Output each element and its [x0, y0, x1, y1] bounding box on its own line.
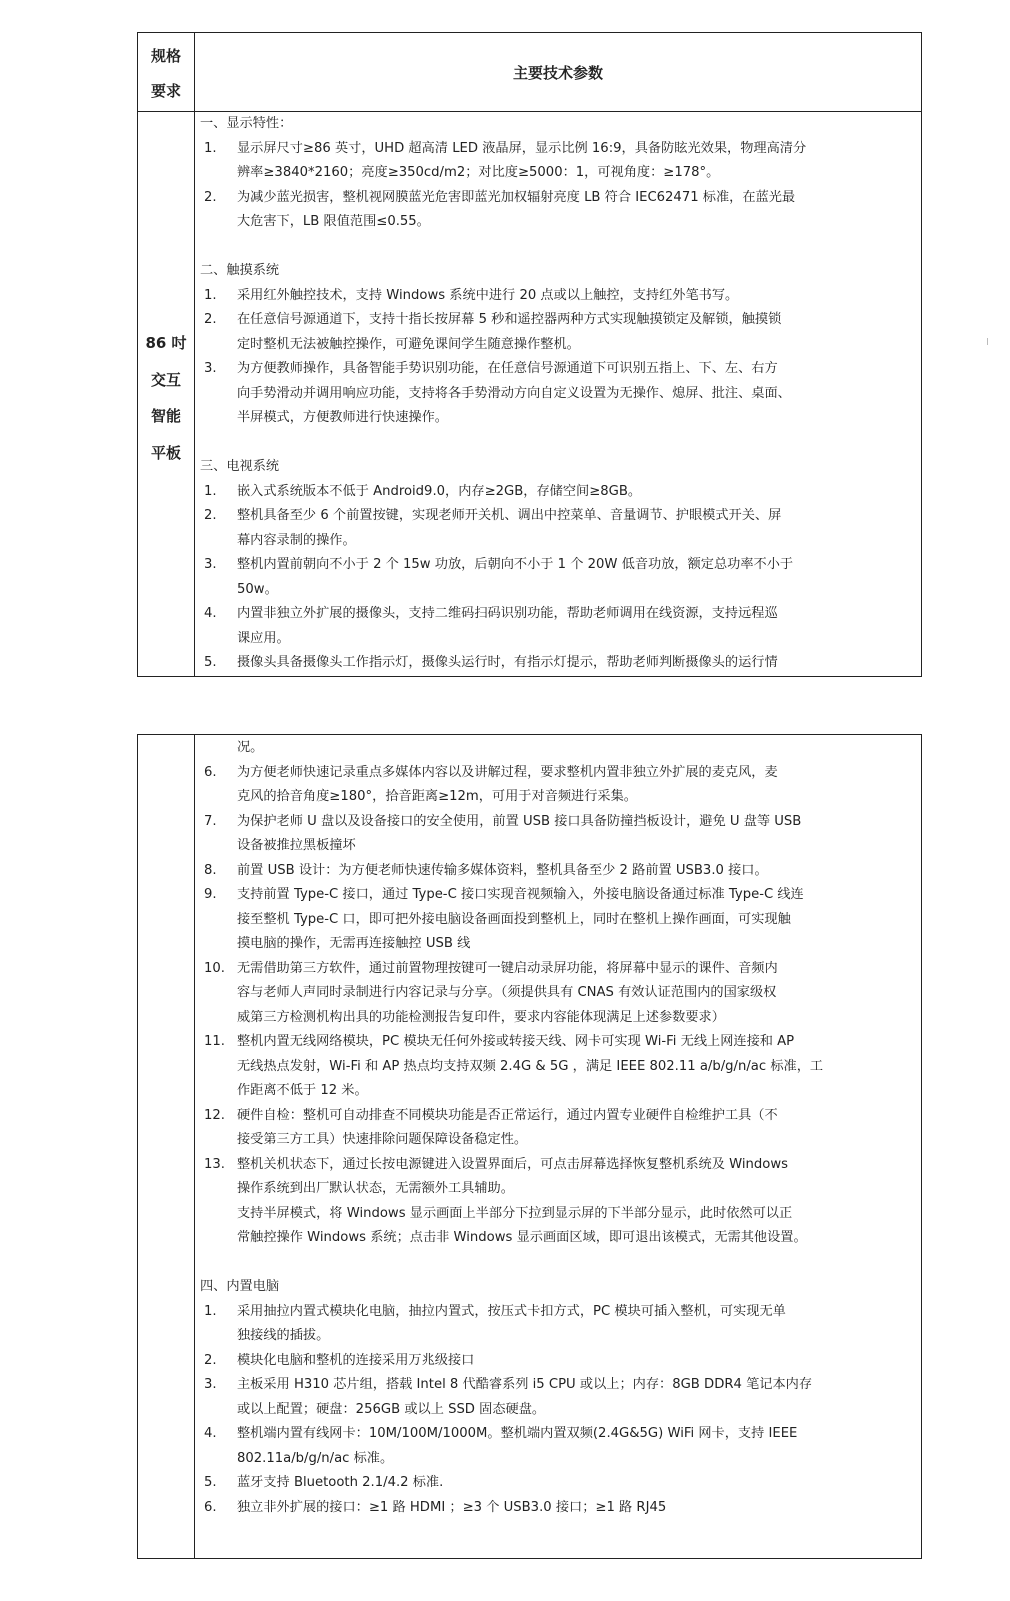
item-continuation: 或以上配置；硬盘：256GB 或以上 SSD 固态硬盘。: [237, 1401, 546, 1417]
list-item: [196, 1471, 915, 1496]
list-item: [196, 308, 915, 333]
item-text: 在任意信号源通道下，支持十指长按屏幕 5 秒和遥控器两种方式实现触摸锁定及解锁，触摸锁: [237, 312, 782, 327]
item-text: 模块化电脑和整机的连接采用万兆级接口: [237, 1352, 475, 1368]
item-number: 4.: [204, 1426, 217, 1441]
spec-table-page-1: [137, 32, 922, 677]
item-continuation: 课应用。: [237, 630, 290, 646]
item-text: 整机内置无线网络模块，PC 模块无任何外接或转接天线、网卡可实现 Wi-Fi 无线上网连接和 AP: [237, 1034, 795, 1049]
item-text: 内置非独立外扩展的摄像头，支持二维码扫码识别功能，帮助老师调用在线资源，支持远程巡: [237, 606, 778, 621]
list-item: [196, 1153, 915, 1178]
list-item: [196, 480, 915, 505]
list-item: [196, 553, 915, 578]
item-number: 11.: [204, 1034, 225, 1049]
list-item: [196, 186, 915, 211]
item-text: 前置 USB 设计：为方便老师快速传输多媒体资料，整机具备至少 2 路前置 USB3.0 接口。: [237, 862, 768, 878]
item-continuation: 802.11a/b/g/n/ac 标准。: [237, 1450, 394, 1466]
parameters-body: [196, 112, 915, 676]
item-continuation: 况。: [237, 740, 264, 755]
item-number: 7.: [204, 813, 217, 829]
item-text: 整机关机状态下，通过长按电源键进入设置界面后，可点击屏幕选择恢复整机系统及 Windows: [237, 1156, 788, 1172]
item-continuation: 幕内容录制的操作。: [237, 532, 356, 548]
item-number: 6.: [204, 764, 217, 780]
header-left-line: 规格: [150, 47, 181, 65]
item-continuation: 作距离不低于 12 米。: [237, 1083, 368, 1098]
item-continuation: 接受第三方工具）快速排除问题保障设备稳定性。: [237, 1132, 528, 1147]
list-item: [196, 1104, 915, 1129]
item-text: 整机内置前朝向不小于 2 个 15w 功放，后朝向不小于 1 个 20W 低音功放，额定总功率不小于: [237, 557, 794, 572]
item-continuation: 半屏模式，方便教师进行快速操作。: [237, 410, 448, 425]
header-main-parameters: 主要技术参数: [512, 63, 603, 82]
item-text: 无需借助第三方软件，通过前置物理按键可一键启动录屏功能，将屏幕中显示的课件、音频内: [237, 960, 778, 976]
list-item: [196, 957, 915, 982]
item-number: 2.: [204, 1352, 217, 1368]
item-continuation: 常触控操作 Windows 系统；点击非 Windows 显示画面区域，即可退出该模式，无需其他设置。: [237, 1230, 807, 1245]
item-text: 嵌入式系统版本不低于 Android9.0，内存≥2GB，存储空间≥8GB。: [237, 483, 642, 499]
product-name-line: 86 吋: [145, 334, 187, 352]
item-number: 8.: [204, 862, 217, 878]
list-item: [196, 137, 915, 162]
list-item: [196, 1422, 915, 1447]
blank-line: [196, 431, 915, 456]
item-text: 整机端内置有线网卡：10M/100M/1000M。整机端内置双频(2.4G&5G) WiFi 网卡，支持 IEEE: [237, 1426, 798, 1441]
table-header: [138, 33, 921, 112]
item-continuation: 操作系统到出厂默认状态，无需额外工具辅助。: [237, 1181, 514, 1196]
item-text: 采用抽拉内置式模块化电脑，抽拉内置式，按压式卡扣方式，PC 模块可插入整机，可实现无单: [237, 1303, 786, 1319]
item-text: 独立非外扩展的接口：≥1 路 HDMI ；≥3 个 USB3.0 接口；≥1 路 RJ45: [237, 1499, 667, 1515]
list-item: [196, 1349, 915, 1374]
item-number: 3.: [204, 361, 217, 376]
section-heading: 四、内置电脑: [200, 1279, 280, 1294]
item-text: 硬件自检：整机可自动排查不同模块功能是否正常运行，通过内置专业硬件自检维护工具（不: [237, 1107, 778, 1123]
item-text: 显示屏尺寸≥86 英寸，UHD 超高清 LED 液晶屏，显示比例 16:9，具备防眩光效果，物理高清分: [237, 140, 807, 156]
item-text: 采用红外触控技术，支持 Windows 系统中进行 20 点或以上触控，支持红外笔书写。: [237, 287, 739, 303]
spec-table-page-2: [137, 734, 922, 1559]
item-continuation: 威第三方检测机构出具的功能检测报告复印件，要求内容能体现满足上述参数要求）: [237, 1009, 725, 1025]
item-number: 9.: [204, 887, 217, 902]
item-continuation: 摸电脑的操作，无需再连接触控 USB 线: [237, 936, 471, 951]
item-number: 3.: [204, 1377, 217, 1392]
list-item: [196, 357, 915, 382]
item-continuation: 辨率≥3840*2160；亮度≥350cd/m2；对比度≥5000：1，可视角度：≥178°。: [237, 165, 720, 180]
item-text: 摄像头具备摄像头工作指示灯，摄像头运行时，有指示灯提示，帮助老师判断摄像头的运行情: [237, 655, 778, 670]
item-number: 12.: [204, 1107, 225, 1123]
list-item: [196, 651, 915, 676]
item-continuation: 无线热点发射，Wi-Fi 和 AP 热点均支持双频 2.4G & 5G ，满足 IEEE 802.11 a/b/g/n/ac 标准，工: [237, 1058, 824, 1074]
header-left-line: 要求: [150, 82, 181, 100]
item-continuation: 大危害下，LB 限值范围≤0.55。: [237, 214, 430, 229]
item-text: 蓝牙支持 Bluetooth 2.1/4.2 标准.: [237, 1475, 444, 1490]
section-heading: 一、显示特性：: [200, 116, 293, 131]
item-number: 1.: [204, 287, 217, 303]
item-continuation: 支持半屏模式，将 Windows 显示画面上半部分下拉到显示屏的下半部分显示，此时依然可以正: [237, 1205, 793, 1221]
item-number: 1.: [204, 1303, 217, 1319]
list-item: [196, 1496, 915, 1521]
list-item: [196, 810, 915, 835]
blank-line: [196, 235, 915, 260]
item-text: 主板采用 H310 芯片组，搭载 Intel 8 代酷睿系列 i5 CPU 或以上；内存：8GB DDR4 笔记本内存: [237, 1377, 813, 1392]
item-continuation: 设备被推拉黑板撞坏: [237, 838, 356, 853]
item-continuation: 克风的拾音角度≥180°，拾音距离≥12m，可用于对音频进行采集。: [237, 789, 637, 804]
item-number: 6.: [204, 1499, 217, 1515]
item-number: 1.: [204, 483, 217, 499]
list-item: [196, 284, 915, 309]
list-item: [196, 504, 915, 529]
item-continuation: 定时整机无法被触控操作，可避免课间学生随意操作整机。: [237, 336, 580, 352]
item-text: 为方便老师快速记录重点多媒体内容以及讲解过程，要求整机内置非独立外扩展的麦克风，麦: [237, 764, 778, 780]
item-continuation: 向手势滑动并调用响应功能，支持将各手势滑动方向自定义设置为无操作、熄屏、批注、桌面、: [237, 385, 791, 401]
column-divider: [194, 735, 195, 1558]
list-item: [196, 1300, 915, 1325]
item-continuation: 容与老师人声同时录制进行内容记录与分享。（须提供具有 CNAS 有效认证范围内的国家级权: [237, 985, 777, 1000]
item-number: 5.: [204, 655, 217, 670]
item-continuation: 接至整机 Type-C 口，即可把外接电脑设备画面投到整机上，同时在整机上操作画面，可实现触: [237, 911, 791, 927]
blank-line: [196, 1251, 915, 1276]
product-name-line: 平板: [150, 443, 181, 462]
item-continuation: 50w。: [237, 581, 278, 597]
item-number: 10.: [204, 960, 225, 976]
parameters-body: [196, 736, 915, 1520]
item-text: 为保护老师 U 盘以及设备接口的安全使用，前置 USB 接口具备防撞挡板设计，避免 U 盘等 USB: [237, 813, 802, 829]
edge-mark: [987, 338, 988, 345]
list-item: [196, 1030, 915, 1055]
list-item: [196, 602, 915, 627]
item-number: 5.: [204, 1475, 217, 1490]
list-item: [196, 859, 915, 884]
item-number: 2.: [204, 508, 217, 523]
section-heading: 三、电视系统: [200, 459, 280, 474]
item-text: 为方便教师操作，具备智能手势识别功能，在任意信号源通道下可识别五指上、下、左、右方: [237, 361, 778, 376]
item-number: 4.: [204, 606, 217, 621]
item-number: 1.: [204, 140, 217, 156]
item-text: 为减少蓝光损害，整机视网膜蓝光危害即蓝光加权辐射亮度 LB 符合 IEC62471 标准，在蓝光最: [237, 189, 796, 205]
product-name-line: 交互: [150, 370, 181, 389]
product-name-cell: [138, 325, 194, 471]
list-item: [196, 1373, 915, 1398]
section-heading: 二、触摸系统: [200, 263, 280, 278]
item-continuation: 独接线的插拔。: [237, 1328, 330, 1343]
product-name-line: 智能: [150, 407, 181, 425]
item-number: 13.: [204, 1156, 225, 1172]
item-number: 2.: [204, 189, 217, 205]
item-text: 整机具备至少 6 个前置按键，实现老师开关机、调出中控菜单、音量调节、护眼模式开关、屏: [237, 508, 782, 523]
header-spec-requirement: [138, 39, 194, 109]
column-divider: [194, 33, 195, 676]
item-number: 2.: [204, 312, 217, 327]
item-number: 3.: [204, 557, 217, 572]
list-item: [196, 883, 915, 908]
list-item: [196, 761, 915, 786]
item-text: 支持前置 Type-C 接口，通过 Type-C 接口实现音视频输入，外接电脑设备通过标准 Type-C 线连: [237, 887, 804, 902]
